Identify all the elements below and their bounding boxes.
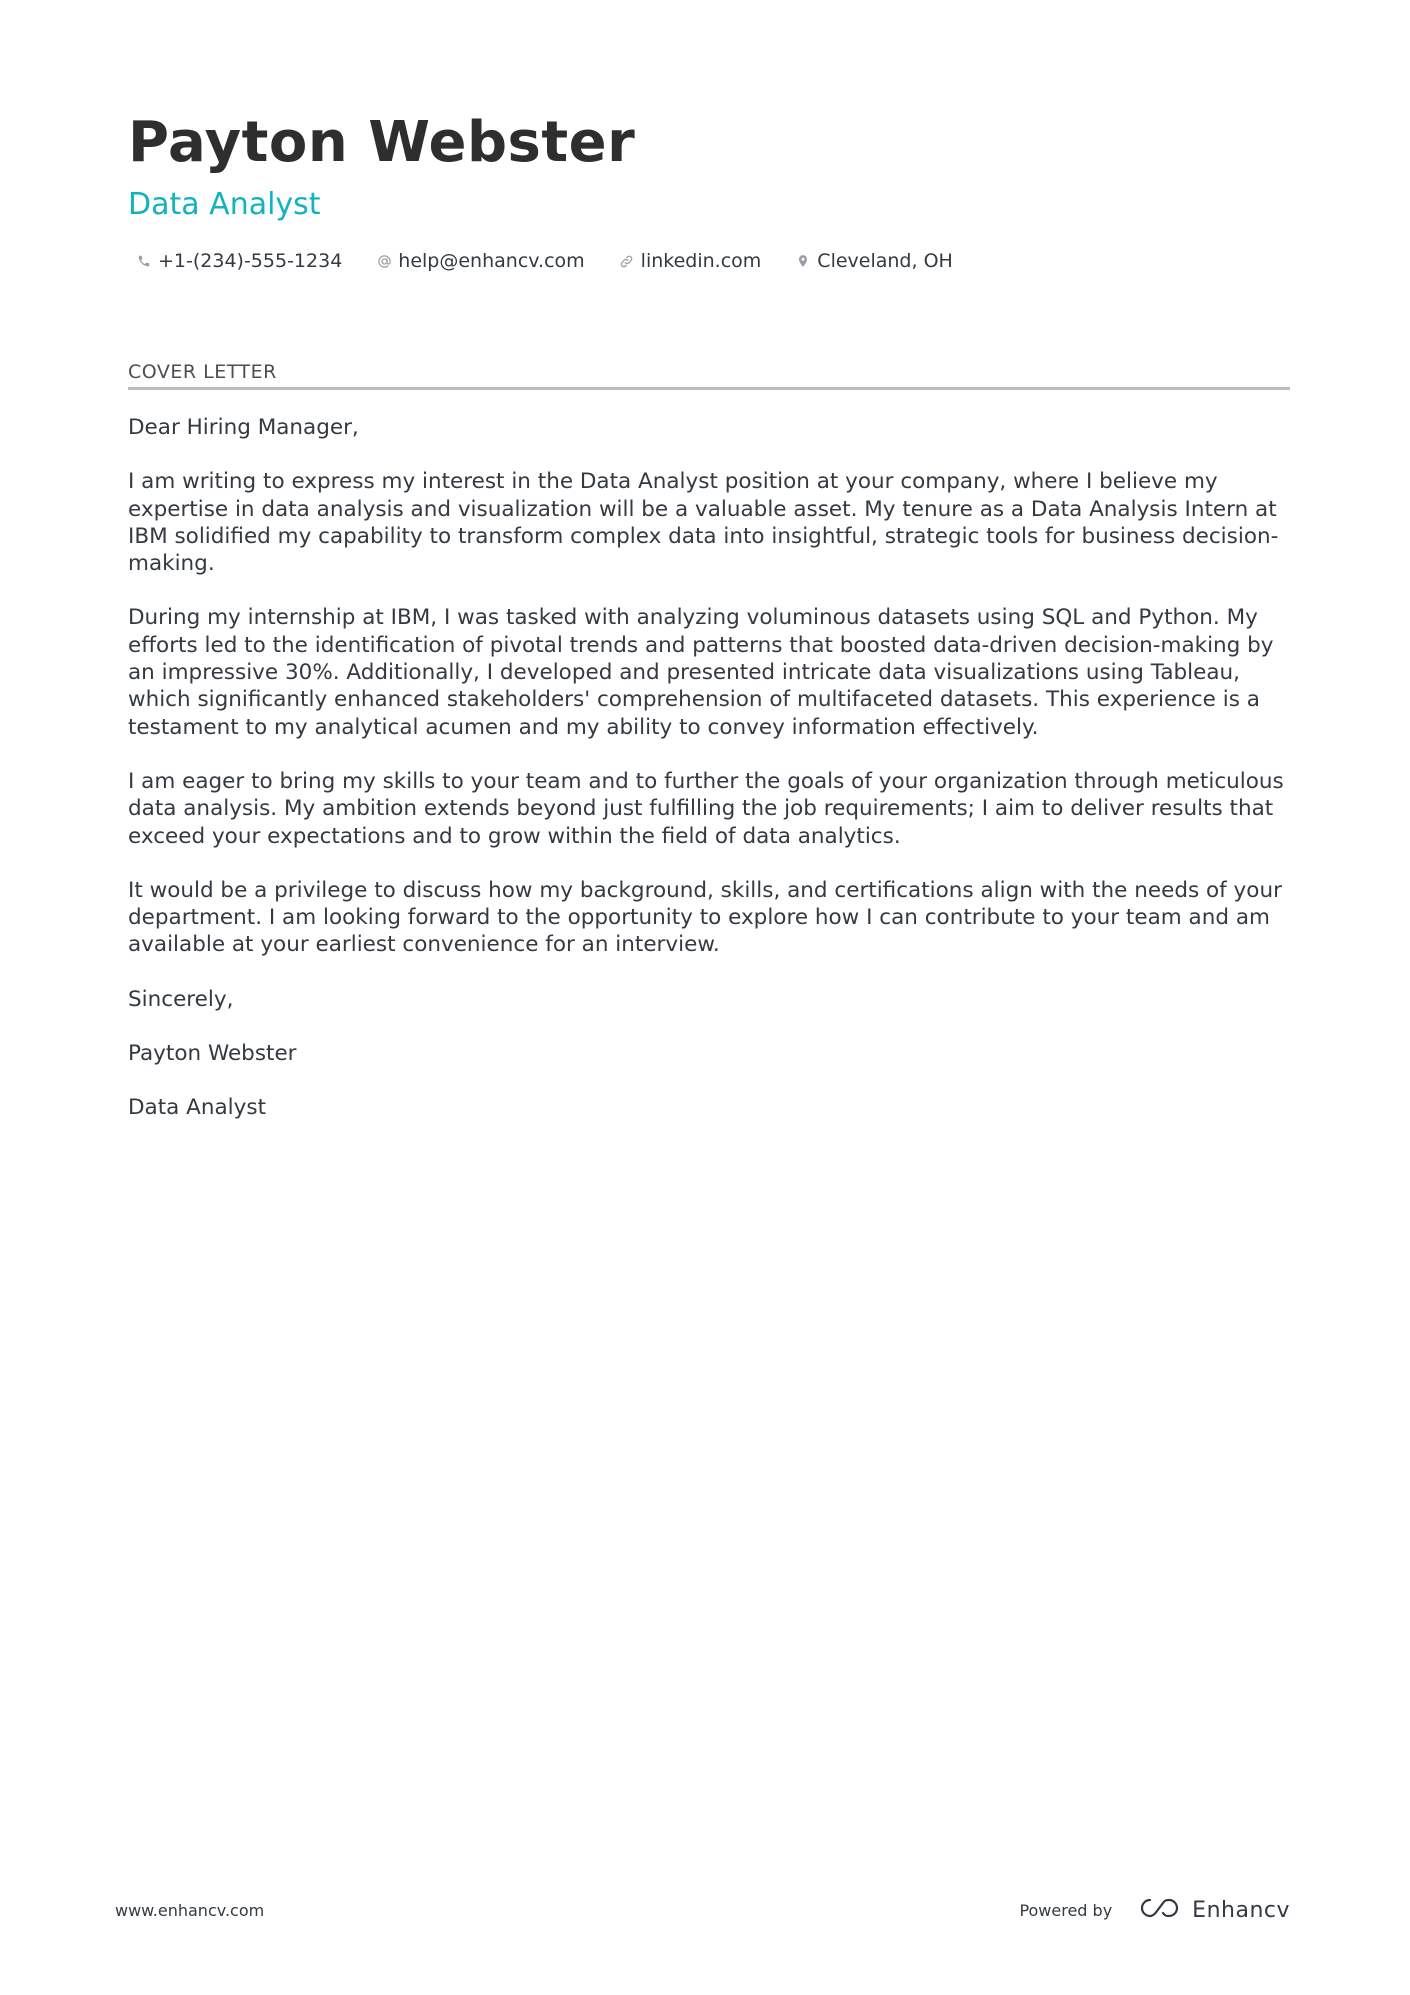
contact-phone: [128, 250, 342, 272]
letter-paragraph: I am eager to bring my skills to your team and to further the goals of your organization through meticulous data analysis. My ambition extends beyond just fulfilling the job requirements; I aim to deliver results that exceed your expectations and to grow within the field of data analytics.: [128, 768, 1284, 849]
at-icon: [376, 253, 392, 269]
applicant-name: Payton Webster: [128, 110, 636, 175]
letter-body: [128, 414, 1290, 1122]
signature-title: Data Analyst: [128, 1095, 267, 1121]
letter-greeting: Dear Hiring Manager,: [128, 415, 359, 440]
contact-location: [787, 250, 953, 272]
contact-phone-text: +1-(234)-555-1234: [158, 250, 343, 272]
location-pin-icon: [795, 253, 811, 269]
contact-website-text[interactable]: linkedin.com: [640, 250, 762, 272]
brand-name: Enhancv: [1192, 1897, 1290, 1923]
phone-icon: [136, 253, 152, 269]
applicant-title: Data Analyst: [128, 187, 321, 222]
link-icon: [619, 253, 635, 269]
contact-email-text[interactable]: help@enhancv.com: [398, 250, 585, 272]
footer-url[interactable]: www.enhancv.com: [115, 1900, 265, 1920]
letter-paragraph: During my internship at IBM, I was tasked with analyzing voluminous datasets using SQL and Python. My efforts led to the identification of pivotal trends and patterns that boosted data-driven decision-making by an impressive 30%. Additionally, I developed and presented intricate data visualizations using Tableau, which significantly enhanced stakeholders' comprehension of multifaceted datasets. This experience is a testament to my analytical acumen and my ability to convey information effectively.: [128, 605, 1274, 740]
brand-logo[interactable]: [1138, 1896, 1290, 1924]
section-title: COVER LETTER: [128, 360, 1290, 390]
letter-closing: Sincerely,: [128, 986, 234, 1012]
contact-website[interactable]: [611, 250, 762, 272]
letter-paragraph: It would be a privilege to discuss how my background, skills, and certifications align with the needs of your department. I am looking forward to the opportunity to explore how I can contribute to your team and am available at your earliest convenience for an interview.: [128, 877, 1282, 958]
powered-by-label: Powered by: [1019, 1900, 1113, 1920]
contact-info: [128, 246, 1290, 276]
header: [128, 108, 1290, 276]
letter-paragraph: I am writing to express my interest in the Data Analyst position at your company, where I believe my expertise in data analysis and visualization will be a valuable asset. My tenure as a Data Analysis Intern at IBM solidified my capability to transform complex data into insightful, strategic tools for business decision-making.: [128, 469, 1279, 577]
powered-by: [1019, 1896, 1290, 1924]
footer: [115, 1890, 1290, 1930]
contact-email[interactable]: [368, 250, 584, 272]
signature-name: Payton Webster: [128, 1041, 297, 1067]
enhancv-logo-icon: [1138, 1896, 1184, 1924]
contact-location-text: Cleveland, OH: [817, 250, 953, 272]
cover-letter-section: [128, 360, 1290, 1149]
